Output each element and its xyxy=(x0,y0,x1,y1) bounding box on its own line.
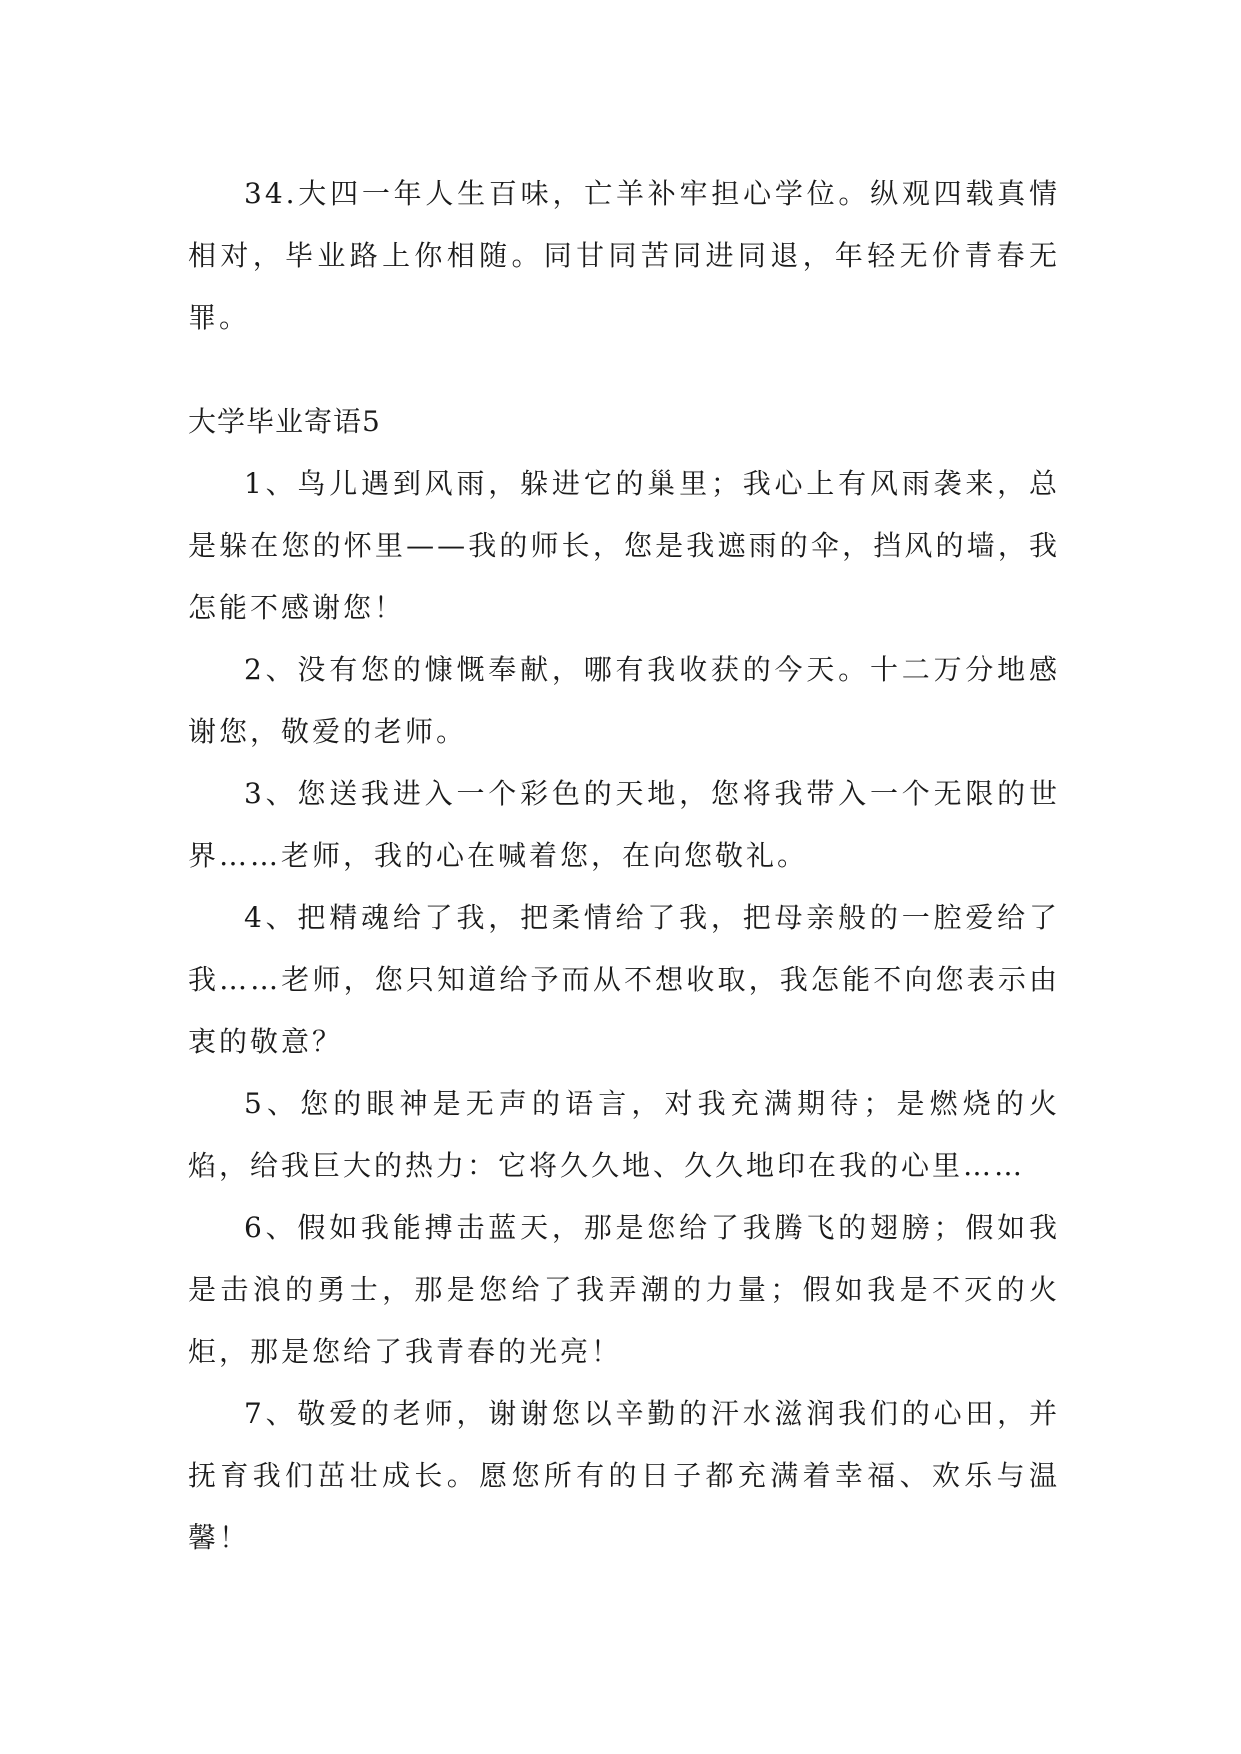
paragraph-5: 5、您的眼神是无声的语言，对我充满期待；是燃烧的火焰，给我巨大的热力：它将久久地、久久地印在我的心里…… xyxy=(188,1087,1060,1182)
paragraph-4: 4、把精魂给了我，把柔情给了我，把母亲般的一腔爱给了我……老师，您只知道给予而从不想收取，我怎能不向您表示由衷的敬意？ xyxy=(188,901,1060,1058)
document-page xyxy=(188,163,1060,1569)
paragraph-3: 3、您送我进入一个彩色的天地，您将我带入一个无限的世界……老师，我的心在喊着您，在向您敬礼。 xyxy=(188,777,1060,872)
section-heading: 大学毕业寄语5 xyxy=(188,405,381,438)
paragraph-2: 2、没有您的慷慨奉献，哪有我收获的今天。十二万分地感谢您，敬爱的老师。 xyxy=(188,653,1060,748)
paragraph-7: 7、敬爱的老师，谢谢您以辛勤的汗水滋润我们的心田，并抚育我们茁壮成长。愿您所有的日子都充满着幸福、欢乐与温馨！ xyxy=(188,1397,1060,1554)
paragraph-6: 6、假如我能搏击蓝天，那是您给了我腾飞的翅膀；假如我是击浪的勇士，那是您给了我弄潮的力量；假如我是不灭的火炬，那是您给了我青春的光亮！ xyxy=(188,1211,1060,1368)
paragraph-1: 1、鸟儿遇到风雨，躲进它的巢里；我心上有风雨袭来，总是躲在您的怀里——我的师长，您是我遮雨的伞，挡风的墙，我怎能不感谢您！ xyxy=(188,467,1060,624)
intro-paragraph: 34.大四一年人生百味，亡羊补牢担心学位。纵观四载真情相对，毕业路上你相随。同甘同苦同进同退，年轻无价青春无罪。 xyxy=(188,177,1060,334)
section-spacer xyxy=(188,349,1060,391)
